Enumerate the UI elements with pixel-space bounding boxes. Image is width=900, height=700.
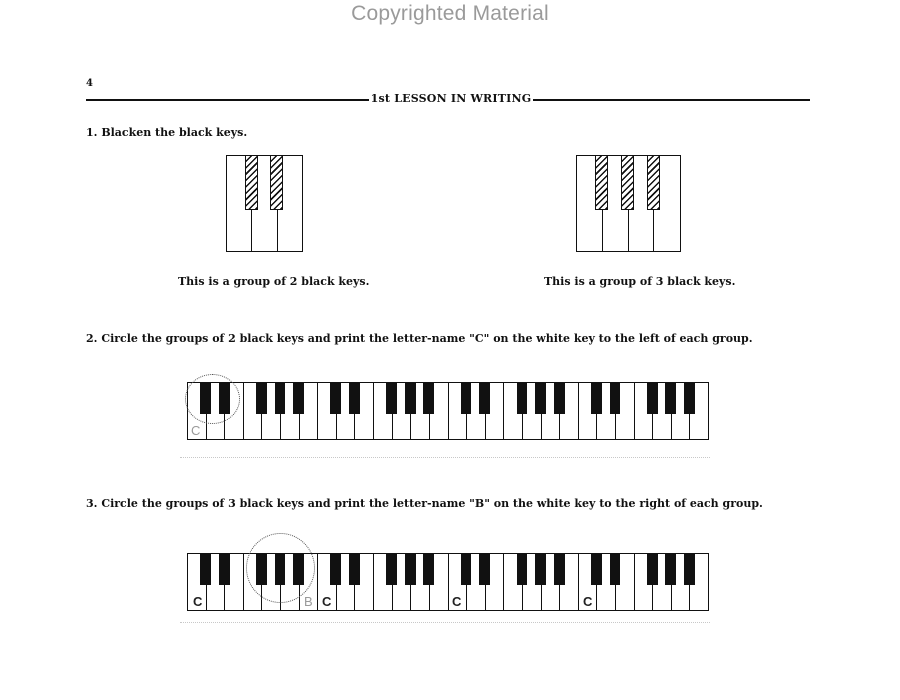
black-key <box>665 553 676 585</box>
black-key <box>479 553 490 585</box>
copyright-watermark: Copyrighted Material <box>351 2 549 25</box>
example-letter-c-3: C <box>452 594 462 609</box>
example-letter-c-4: C <box>583 594 593 609</box>
black-key <box>256 382 267 414</box>
black-key <box>270 155 283 210</box>
example-letter-c-2: C <box>322 594 332 609</box>
example-circle-three-keys <box>246 533 315 603</box>
black-key <box>479 382 490 414</box>
black-key <box>200 553 211 585</box>
black-key <box>647 382 658 414</box>
three-black-keys-caption: This is a group of 3 black keys. <box>544 275 736 288</box>
black-key <box>684 382 695 414</box>
example-letter-c-1: C <box>193 594 203 609</box>
lesson-title: 1st LESSON IN WRITING <box>370 92 532 105</box>
black-key <box>245 155 258 210</box>
exercise-2-keyboard <box>187 382 708 440</box>
black-key <box>349 382 360 414</box>
black-key <box>330 553 341 585</box>
two-black-keys-diagram <box>226 155 302 252</box>
black-key <box>610 382 621 414</box>
black-key <box>275 382 286 414</box>
example-letter-c: C <box>191 423 201 438</box>
black-key <box>386 382 397 414</box>
black-key <box>610 553 621 585</box>
black-key <box>535 553 546 585</box>
black-key <box>517 382 528 414</box>
faint-dotted-trail <box>180 457 710 458</box>
black-key <box>349 553 360 585</box>
black-key <box>423 553 434 585</box>
black-key <box>330 382 341 414</box>
black-key <box>405 382 416 414</box>
black-key <box>535 382 546 414</box>
three-black-keys-diagram <box>576 155 679 252</box>
exercise-1-instruction: 1. Blacken the black keys. <box>86 126 248 139</box>
black-key <box>591 553 602 585</box>
black-key <box>293 382 304 414</box>
black-key <box>517 553 528 585</box>
black-key <box>647 155 660 210</box>
header-rule-left <box>86 99 369 101</box>
black-key <box>621 155 634 210</box>
black-key <box>423 382 434 414</box>
black-key <box>554 553 565 585</box>
example-circle-two-keys <box>185 374 240 424</box>
black-key <box>595 155 608 210</box>
two-black-keys-caption: This is a group of 2 black keys. <box>178 275 370 288</box>
black-key <box>461 382 472 414</box>
black-key <box>665 382 676 414</box>
black-key <box>684 553 695 585</box>
black-key <box>647 553 658 585</box>
exercise-3-instruction: 3. Circle the groups of 3 black keys and print the letter-name "B" on the white key to the right of each group. <box>86 497 763 510</box>
black-key <box>591 382 602 414</box>
page-number: 4 <box>86 78 93 89</box>
black-key <box>405 553 416 585</box>
black-key <box>554 382 565 414</box>
black-key <box>461 553 472 585</box>
header-rule-right <box>533 99 810 101</box>
black-key <box>386 553 397 585</box>
exercise-2-instruction: 2. Circle the groups of 2 black keys and print the letter-name "C" on the white key to the left of each group. <box>86 332 753 345</box>
example-letter-b: B <box>304 594 313 609</box>
black-key <box>219 553 230 585</box>
faint-dotted-trail <box>180 622 710 623</box>
